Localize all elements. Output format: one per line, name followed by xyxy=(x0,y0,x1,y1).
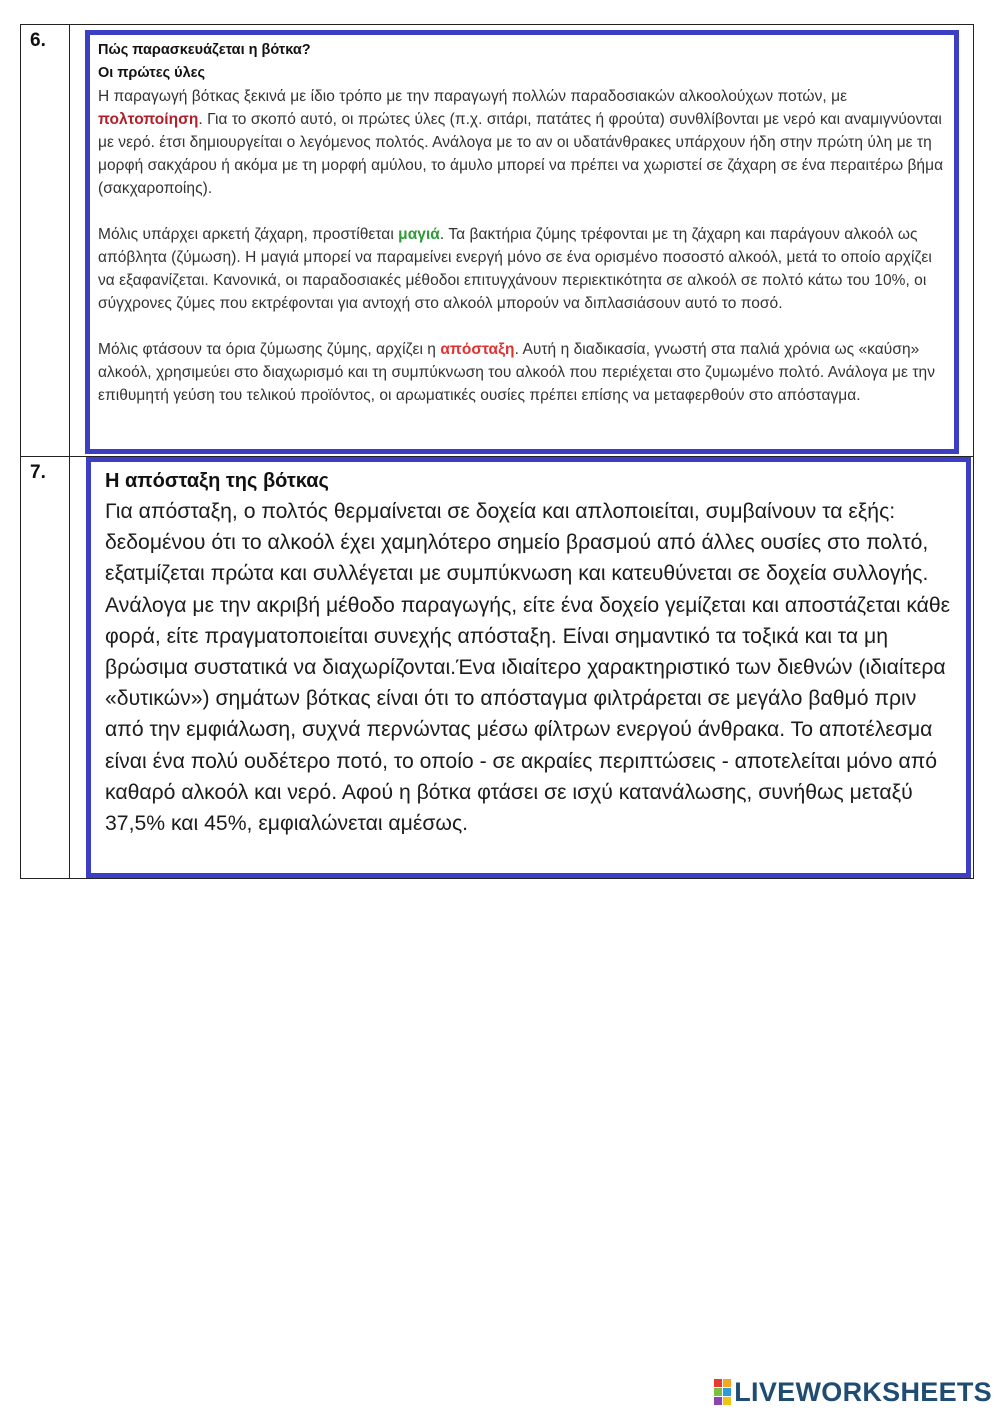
highlight-term: μαγιά xyxy=(398,226,440,243)
paragraph xyxy=(98,338,946,407)
paragraph-text: Μόλις υπάρχει αρκετή ζάχαρη, προστίθεται xyxy=(98,226,399,243)
row-number: 6. xyxy=(30,30,46,51)
text-box-distillation xyxy=(86,457,971,878)
paragraph-text: Η παραγωγή βότκας ξεκινά με ίδιο τρόπο με την παραγωγή πολλών παραδοσιακών αλκοολούχων ποτών, με xyxy=(98,88,848,105)
section-body: Για απόσταξη, ο πολτός θερμαίνεται σε δοχεία και απλοποιείται, συμβαίνουν τα εξής: δεδομένου ότι το αλκοόλ έχει χαμηλότερο σημείο βρασμού από άλλες ουσίες στο πολτό, εξατμίζεται πρώτα και συλλέγεται με συμπύκνωση και κατευθύνεται σε δοχεία συλλογής. Ανάλογα με την ακριβή μέθοδο παραγωγής, είτε ένα δοχείο γεμίζεται και αποστάζεται κάθε φορά, είτε πραγματοποιείται συνεχής απόσταξη. Είναι σημαντικό τα τοξικά και τα μη βρώσιμα συστατικά να διαχωρίζονται.Ένα ιδιαίτερο χαρακτηριστικό των διεθνών (ιδιαίτερα «δυτικών») σημάτων βότκας είναι ότι το απόσταγμα φιλτράρεται σε μεγάλο βαθμό πριν από την εμφιάλωση, συχνά περνώντας μέσω φίλτρων ενεργού άνθρακα. Το αποτέλεσμα είναι ένα πολύ ουδέτερο ποτό, το οποίο - σε ακραίες περιπτώσεις - αποτελείται μόνο από καθαρό αλκοόλ και νερό. Αφού η βότκα φτάσει σε ισχύ κατανάλωσης, συνήθως μεταξύ 37,5% και 45%, εμφιαλώνεται αμέσως. xyxy=(105,500,951,836)
paragraph xyxy=(98,223,946,315)
paragraph-text: . Αυτή η διαδικασία, γνωστή στα παλιά χρόνια ως «καύση» αλκοόλ, χρησιμεύει στο διαχωρισμό και τη συμπύκνωση του αλκοόλ που περιέχεται στο ζυμωμένο πολτό. Ανάλογα με την επιθυμητή γεύση του τελικού προϊόντος, οι αρωματικές ουσίες πρέπει επίσης να μεταφερθούν στο απόσταγμα. xyxy=(98,341,935,404)
liveworksheets-brand xyxy=(714,1378,992,1406)
number-cell xyxy=(21,25,70,456)
section-body xyxy=(98,85,946,407)
paragraph-text: . Τα βακτήρια ζύμης τρέφονται με τη ζάχαρη και παράγουν αλκοόλ ως απόβλητα (ζύμωση). Η μαγιά μπορεί να παραμείνει ενεργή μόνο σε ένα ορισμένο ποσοστό αλκοόλ, μετά το οποίο αρχίζει να εξαφανίζεται. Κανονικά, οι παραδοσιακές μέθοδοι επιτυγχάνουν περιεκτικότητα σε αλκοόλ σε πολτό κάτω του 10%, οι σύγχρονες ζύμες που εκτρέφονται για αντοχή στο αλκοόλ μπορούν να διπλασιάσουν αυτό το ποσό. xyxy=(98,226,932,312)
paragraph-text: . Για το σκοπό αυτό, οι πρώτες ύλες (π.χ. σιτάρι, πατάτες ή φρούτα) συνθλίβονται με νερό και αναμιγνύονται με νερό. έτσι δημιουργείται ο λεγόμενος πολτός. Ανάλογα με το αν οι υδατάνθρακες υπάρχουν ήδη στην πρώτη ύλη με τη μορφή σακχάρου ή ακόμα με τη μορφή αμύλου, το άμυλο μπορεί να πρέπει να χωριστεί σε ζάχαρη σε ένα περαιτέρω βήμα (σακχαροποίης). xyxy=(98,111,944,197)
highlight-term: απόσταξη xyxy=(440,341,515,358)
section-subtitle: Οι πρώτες ύλες xyxy=(98,65,206,81)
section-title: Πώς παρασκευάζεται η βότκα? xyxy=(98,42,311,58)
brand-name: LIVEWORKSHEETS xyxy=(734,1376,992,1407)
row-number: 7. xyxy=(30,462,46,483)
section-title: Η απόσταξη της βότκας xyxy=(105,470,329,492)
highlight-term: πολτοποίηση xyxy=(98,111,199,128)
text-box-raw-materials xyxy=(85,30,959,454)
liveworksheets-logo-icon xyxy=(714,1379,731,1405)
number-cell xyxy=(21,457,70,878)
paragraph-text: Μόλις φτάσουν τα όρια ζύμωσης ζύμης, αρχίζει η xyxy=(98,341,441,358)
paragraph xyxy=(98,85,946,200)
